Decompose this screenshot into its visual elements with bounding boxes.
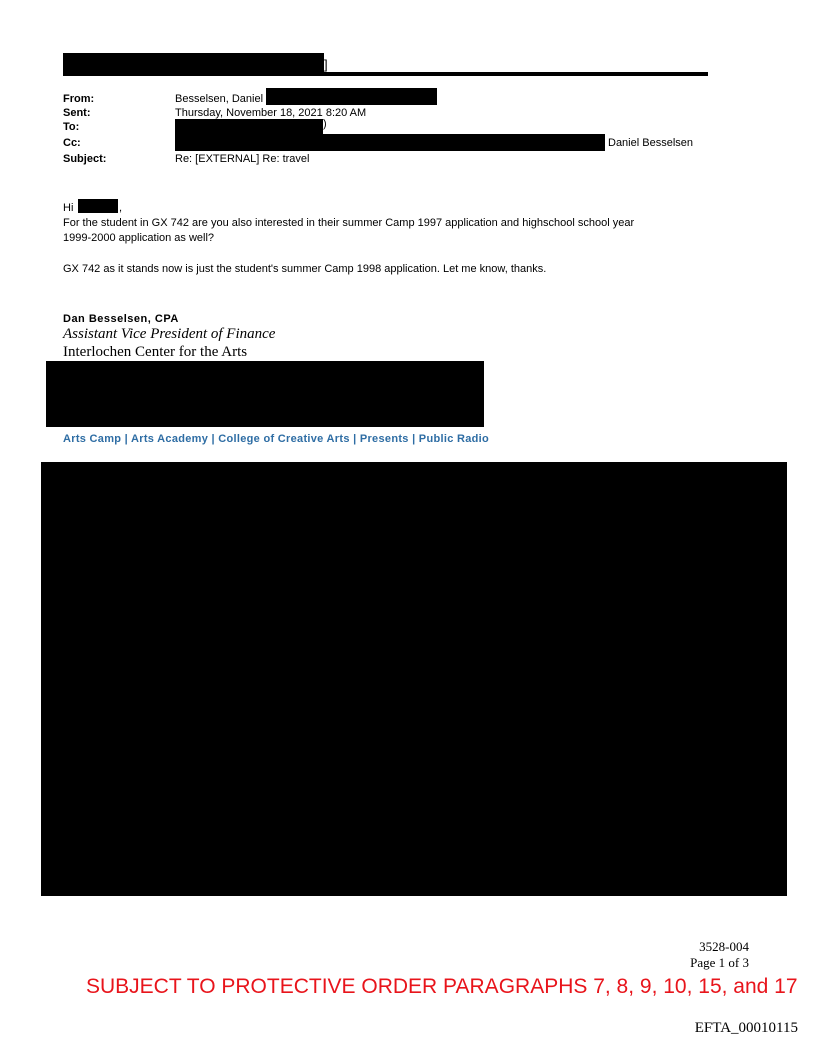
redaction-signature-contact [46, 361, 484, 427]
signature-name: Dan Besselsen, CPA [63, 313, 179, 325]
cc-label: Cc: [63, 137, 81, 149]
redaction-cc [175, 134, 605, 151]
redaction-from-email [266, 88, 437, 105]
paragraph-1-line-2: 1999-2000 application as well? [63, 232, 215, 244]
to-suffix: ) [323, 118, 327, 130]
signature-organization: Interlochen Center for the Arts [63, 344, 248, 360]
signature-title: Assistant Vice President of Finance [63, 326, 276, 342]
redaction-block-large [41, 462, 787, 896]
signature-links: Arts Camp | Arts Academy | College of Creative Arts | Presents | Public Radio [63, 433, 490, 445]
greeting-comma: , [119, 202, 123, 214]
paragraph-2: GX 742 as it stands now is just the student's summer Camp 1998 application. Let me know, thanks. [63, 263, 547, 275]
bates-code: 3528-004 [699, 939, 749, 954]
redaction-recipient-name [78, 199, 118, 213]
from-label: From: [63, 93, 95, 105]
subject-value: Re: [EXTERNAL] Re: travel [175, 153, 310, 165]
title-bracket: ] [324, 57, 328, 72]
efta-number: EFTA_00010115 [694, 1020, 798, 1036]
sent-value: Thursday, November 18, 2021 8:20 AM [175, 107, 367, 119]
subject-label: Subject: [63, 153, 107, 165]
redaction-block-title [63, 53, 324, 73]
redaction-to [175, 119, 323, 134]
cc-value: Daniel Besselsen [608, 137, 693, 149]
to-label: To: [63, 121, 80, 133]
sent-label: Sent: [63, 107, 91, 119]
page-number: Page 1 of 3 [690, 955, 749, 970]
header-rule [63, 72, 708, 76]
greeting: Hi [63, 202, 74, 214]
from-value: Besselsen, Daniel [175, 93, 264, 105]
paragraph-1-line-1: For the student in GX 742 are you also interested in their summer Camp 1997 application and highschool school year [63, 217, 635, 229]
protective-order-notice: SUBJECT TO PROTECTIVE ORDER PARAGRAPHS 7, 8, 9, 10, 15, and 17 [86, 975, 798, 998]
